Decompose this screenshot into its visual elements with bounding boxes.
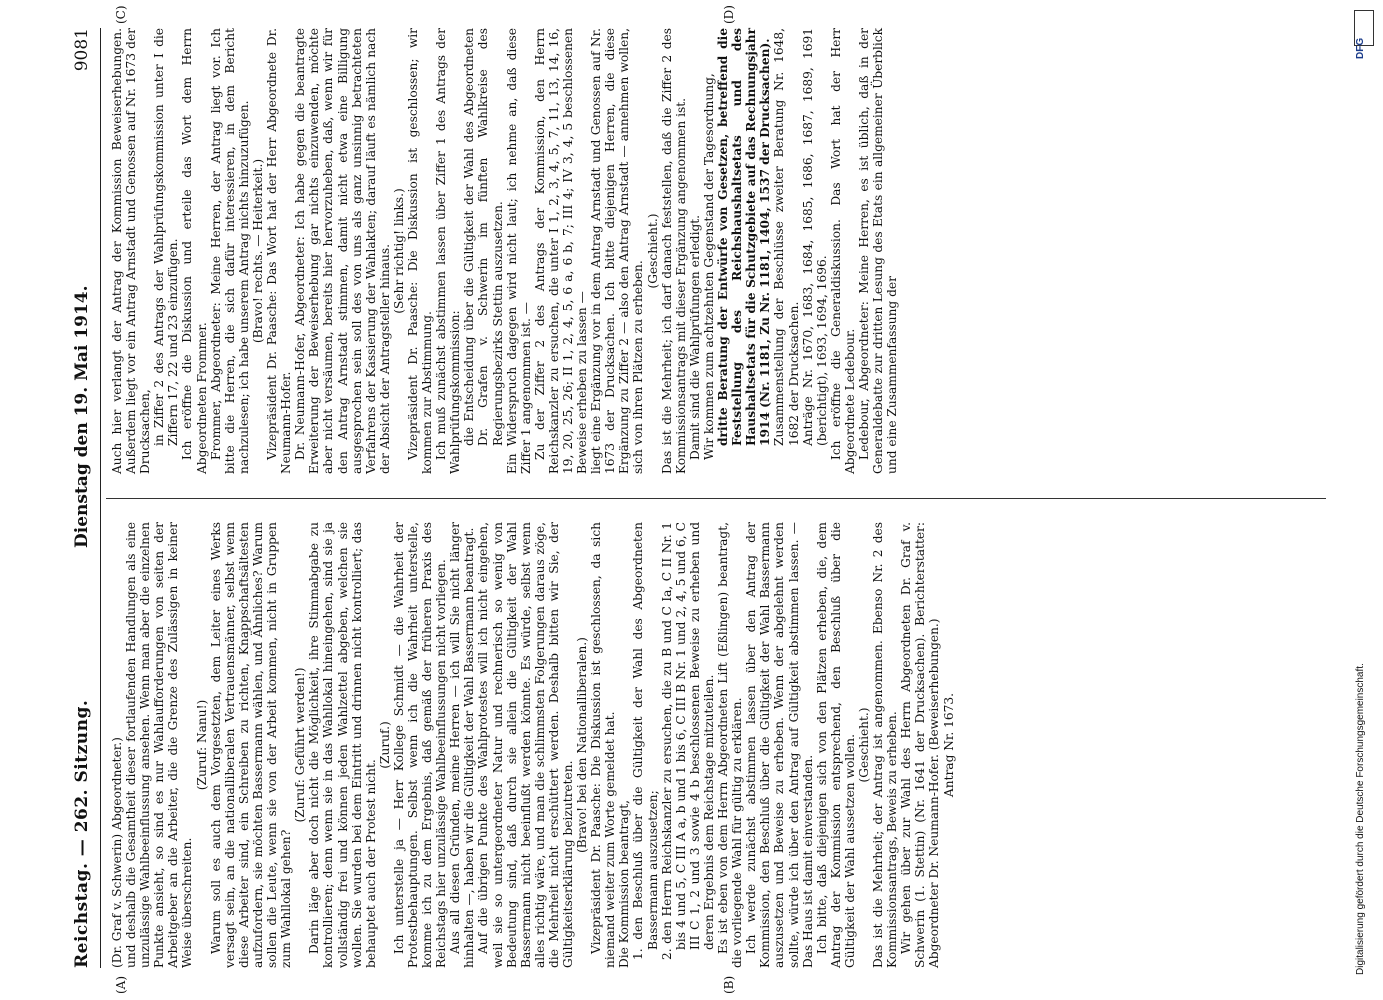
paragraph: Antrag Nr. 1673. <box>941 692 956 798</box>
header-center: Dienstag den 19. Mai 1914. <box>72 285 92 548</box>
paragraph: Auf die übrigen Punkte des Wahlprotestes will ich nicht eingehen, weil sie so untergeordneter Natur und rechnerisch so wenig von Bedeutung sind, daß durch sie allein die Gültigkeit der Wahl Bassermann nicht beeinflußt werden könnte. Es würde, selbst wenn alles richtig wäre, und man die schlimmsten Folgerungen daraus zöge, die Mehrheit nicht erschüttert werden. Deshalb bitten wir Sie, der Gültigkeitserklärung beizutreten. <box>476 522 575 968</box>
header-left: Reichstag. — 262. Sitzung. <box>72 699 92 968</box>
paragraph: Ein Widerspruch dagegen wird nicht laut; ich nehme an, daß diese Ziffer 1 angenommen ist. — <box>504 28 533 474</box>
paragraph: und deshalb die Gesamtheit dieser fortlaufenden Handlungen als eine unzulässige Wahlbeeinflussung ansehen. Wenn man aber die einzelnen Punkte ansieht, so sind es nur Wahlaufforderungen von seiten der Arbeitgeber an die Arbeiter, die die Grenze des Zulässigen in keiner Weise überschreiten. <box>124 522 195 968</box>
paragraph: (Dr. Graf v. Schwerin) Abgeordneter.) <box>110 737 124 968</box>
paragraph: Das ist die Mehrheit; der Antrag ist angenommen. Ebenso Nr. 2 des Kommissionsantrags, Beweis zu erheben. <box>871 522 900 968</box>
paragraph: Das ist die Mehrheit; ich darf danach feststellen, daß die Ziffer 2 des Kommissionsantrags mit dieser Ergänzung angenommen ist. <box>659 28 688 474</box>
paragraph: Zu der Ziffer 2 des Antrags der Kommission, den Herrn Reichskanzler zu ersuchen, die unter I 1, 2, 3, 4, 5, 7, 11, 13, 14, 16, 19, 20, 25, 26; II 1, 2, 4, 5, 6 a, 6 b, 7; III 4; IV 3, 4, 5 beschlossenen Beweise erheben zu lassen — <box>532 28 590 474</box>
paragraph: Ledebour, Abgeordneter: Meine Herren, es ist üblich, daß in der Generaldebatte zur dritten Lesung des Etats ein allgemeiner Überblick und eine Zusammenfassung der <box>856 28 900 474</box>
paragraph: Ich eröffne die Generaldiskussion. Das Wort hat der Herr Abgeordnete Ledebour. <box>828 28 857 474</box>
margin-marker-c: (C) <box>114 5 128 24</box>
paragraph: Wir kommen zum achtzehnten Gegenstand der Tagesordnung, <box>701 73 716 460</box>
quoted-motion: die Entscheidung über die Gültigkeit der Wahl des Abgeordneten Dr. Grafen v. Schwerin im fünften Wahlkreise des Regierungsbezirks Stettin auszusetzen. <box>462 28 505 446</box>
list-item: 2. den Herrn Reichskanzler zu ersuchen, die zu B und C Ia, C II Nr. 1 bis 4 und 5, C III A a, b und 1 bis 6, C III B Nr. 1 und 2, 4, 5 und 6, C III C 1, 2 und 3 sowie 4 b beschlossenen Beweise zu erheben und deren Ergebnis dem Reichstage mitzuteilen. <box>659 522 716 960</box>
paragraph: Ich muß zunächst abstimmen lassen über Ziffer 1 des Antrags der Wahlprüfungskommission: <box>434 28 463 474</box>
dfg-logo: DFG <box>1354 10 1374 46</box>
interjection: (Geschieht.) <box>645 213 660 289</box>
agenda-item: dritte Beratung der Entwürfe von Gesetzen, betreffend die Feststellung des Reichshaushaltsetats und des Haushaltsetats für die Schutzgebiete auf das Rechnungsjahr 1914 (Nr. 1181, Zu Nr. 1181, 1404, 1537 der Drucksachen). <box>716 28 773 446</box>
paragraph: Vizepräsident Dr. Paasche: Die Diskussion ist geschlossen; wir kommen zur Abstimmung. <box>405 28 435 474</box>
interjection: (Sehr richtig! links.) <box>391 188 406 314</box>
paragraph: Ich bitte, daß diejenigen sich von den Plätzen erheben, die, dem Antrag der Kommission entsprechend, den Beschluß über die Gültigkeit der Wahl aussetzen wollen. <box>814 522 857 968</box>
paragraph: Aus all diesen Gründen, meine Herren — ich will Sie nicht länger hinhalten —, haben wir die Gültigkeit der Wahl Bassermann beantragt. <box>448 522 477 968</box>
rotated-page-content <box>62 5 1332 994</box>
paragraph: Ich unterstelle ja — Herr Kollege Schmidt — die Wahrheit der Protestbehauptungen. Selbst wenn ich die Wahrheit unterstelle, komme ich zu dem Ergebnis, daß gemäß der früheren Praxis des Reichstags hier unzulässige Wahlbeeinflussungen nicht vorliegen. <box>391 522 449 968</box>
interjection: (Bravo! bei den Nationalliberalen.) <box>575 637 590 853</box>
page-number: 9081 <box>72 28 92 72</box>
paragraph: Wir gehen über zur Wahl des Herrn Abgeordneten Dr. Graf v. Schwerin (1. Stettin) (Nr. 1641 der Drucksachen). Berichterstatter: Abgeordneter Dr. Neumann-Hofer. (Beweiserhebungen.) <box>899 522 942 968</box>
paragraph: Dr. Neumann-Hofer, Abgeordneter: Ich habe gegen die beantragte Erweiterung der Beweiserhebung gar nichts einzuwenden, möchte aber nicht versäumen, bereits hier hervorzuheben, daß, wenn wir für den Antrag Arnstadt stimmen, damit nicht etwa eine Billigung ausgesprochen sein soll des von uns als ganz unsinnig betrachteten Verfahrens der Kassierung der Wahlakten; darauf läuft es nämlich nach der Absicht der Antragsteller hinaus. <box>293 28 392 474</box>
paragraph: Darin läge aber doch nicht die Möglichkeit, ihre Stimmabgabe zu kontrollieren; denn wenn sie in das Wahllokal hineingehen, sind sie ja vollständig frei und können jeden Wahlzettel abgeben, welchen sie wollen. Sie wurden bei dem Eintritt und drinnen nicht kontrolliert; das behauptet auch der Protest nicht. <box>307 522 378 968</box>
margin-marker-a: (A) <box>114 975 128 994</box>
interjection: (Geschieht.) <box>856 707 871 783</box>
paragraph: Auch hier verlangt der Antrag der Kommission Beweiserhebungen. Außerdem liegt vor ein Antrag Arnstadt und Genossen auf Nr. 1673 der Drucksachen, <box>110 28 153 474</box>
paragraph: Die Kommission beantragt, <box>617 799 632 968</box>
paragraph: Ich eröffne die Diskussion und erteile das Wort dem Herrn Abgeordneten Frommer. <box>180 28 209 474</box>
right-column <box>110 28 899 474</box>
header-rule <box>100 28 101 968</box>
paragraph: Warum soll es auch dem Vorgesetzten, dem Leiter eines Werks versagt sein, an die nationalliberalen Vertrauensmänner, selbst wenn diese Arbeiter sind, ein Schreiben zu richten, Knappschaftsältesten aufzufordern, sie möchten Bassermann wählen, und Ähnliches? Warum sollen die Leute, wenn sie von der Arbeit kommen, nicht in Gruppen zum Wahllokal gehen? <box>208 522 294 968</box>
column-divider <box>106 498 1326 499</box>
interjection: (Zuruf.) <box>377 721 392 769</box>
margin-marker-d: (D) <box>722 5 736 24</box>
interjection: (Zuruf: Nanu!) <box>194 699 209 791</box>
paragraph: Vizepräsident Dr. Paasche: Die Diskussion ist geschlossen, da sich niemand weiter zum Worte gemeldet hat. <box>589 522 618 968</box>
agenda-note: Zusammenstellung der Beschlüsse zweiter Beratung Nr. 1648, 1682 der Drucksachen. <box>772 28 801 446</box>
left-column <box>110 522 956 968</box>
interjection: (Bravo! rechts. — Heiterkeit.) <box>250 158 265 344</box>
paragraph: Frommer, Abgeordneter: Meine Herren, der Antrag liegt vor. Ich bitte die Herren, die sich dafür interessieren, in dem Bericht nachzulesen; ich habe unserem Antrag nichts hinzuzufügen. <box>208 28 251 474</box>
paragraph: Ich werde zunächst abstimmen lassen über den Antrag der Kommission, den Beschluß über die Gültigkeit der Wahl Bassermann auszusetzen und Beweise zu erheben. Wenn der abgelehnt werden sollte, würde ich über den Antrag auf Gültigkeit abstimmen lassen. — Das Haus ist damit einverstanden. <box>744 522 815 968</box>
quoted-motion: in Ziffer 2 des Antrags der Wahlprüfungskommission unter I die Ziffern 17, 22 und 23 einzufügen. <box>152 28 181 446</box>
agenda-note: Anträge Nr. 1670, 1683, 1684, 1685, 1686, 1687, 1689, 1691 (berichtigt), 1693, 1694, 1696. <box>800 28 829 446</box>
list-item: 1. den Beschluß über die Gültigkeit der Wahl des Abgeordneten Bassermann auszusetzen; <box>631 522 660 960</box>
margin-marker-b: (B) <box>722 975 736 994</box>
paragraph: liegt eine Ergänzung vor in dem Antrag Arnstadt und Genossen auf Nr. 1673 der Drucksachen. Ich bitte diejenigen Herren, die diese Ergänzung zu Ziffer 2 — also den Antrag Arnstadt — annehmen wollen, sich von ihren Plätzen zu erheben. <box>589 28 646 474</box>
interjection: (Zuruf: Geführt werden!) <box>293 667 308 823</box>
paragraph: Vizepräsident Dr. Paasche: Das Wort hat der Herr Abgeordnete Dr. Neumann-Hofer. <box>265 28 294 474</box>
digitization-credit: Digitalisierung gefördert durch die Deutsche Forschungsgemeinschaft. <box>1355 663 1366 975</box>
paragraph: Es ist eben von dem Herrn Abgeordneten Lift (Eßlingen) beantragt, die vorliegende Wahl für gültig zu erklären. <box>716 522 745 968</box>
paragraph: Damit sind die Wahlprüfungen erledigt. <box>687 214 702 460</box>
